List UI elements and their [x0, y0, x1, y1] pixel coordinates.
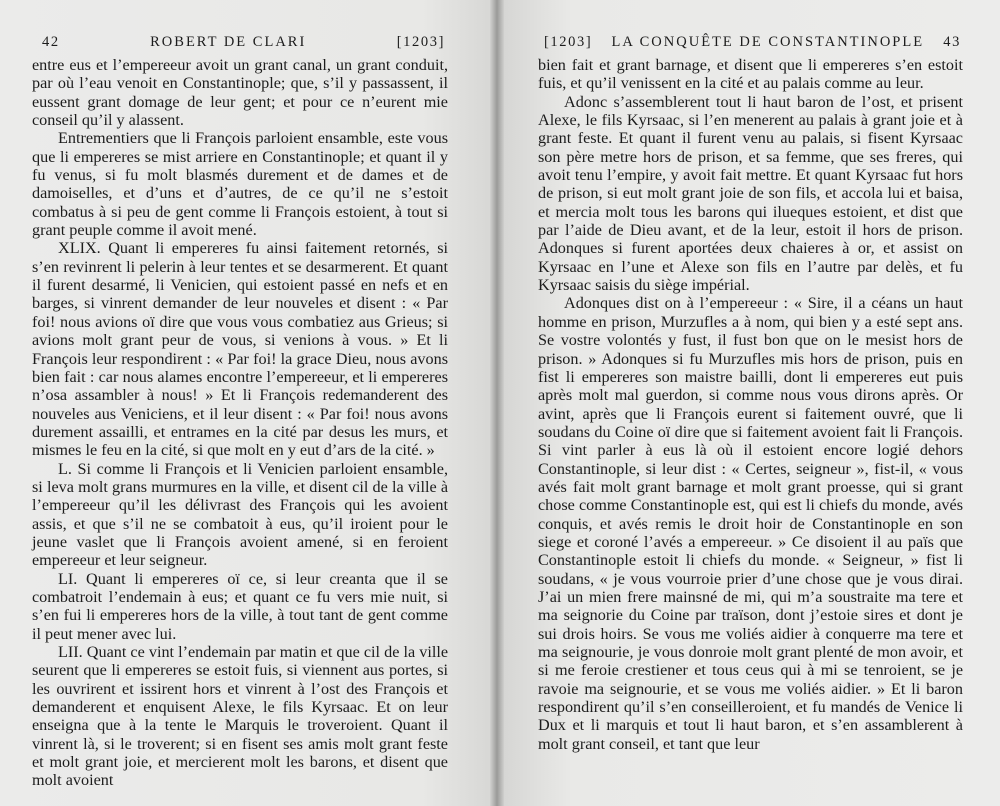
left-running-title: ROBERT DE CLARI [150, 34, 307, 50]
paragraph: entre eus et l’empereeur avoit un grant canal, un grant conduit, par où l’eau venoit en Constantinople; que, s’il y passassent, il eussent grant domage de leur gent; et pour ce n’eurent mie conseil qu’il y alassent. [32, 56, 448, 130]
book-gutter [490, 0, 504, 806]
left-page-number: 42 [42, 34, 60, 50]
paragraph: Adonc s’assemblerent tout li haut baron de l’ost, et prisent Alexe, le fils Kyrsaac, si l’en menerent au palais à grant joie et à grant feste. Et quant il furent venu au palais, si fisent Kyrsaac son père metre hors de prison, et sa femme, que ses freres, qui avoit tenu l’empire, y avoit fait mettre. Et quant Kyrsaac fut hors de prison, si eut molt grant joie de son fils, et accola lui et baisa, et mercia molt tous les barons qui ilueques estoient, et dist que par l’aide de Dieu avant, et de la leur, estoit il hors de prison. Adonques si furent aportées deux chaieres à or, et assist on Kyrsaac en l’une et Alexe son fils en l’autre par delès, et fu Kyrsaac saisis du siège impérial. [538, 92, 963, 295]
right-running-header [544, 34, 961, 54]
paragraph: LI. Quant li empereres oï ce, si leur creanta que il se combatroit l’endemain à eus; et quant ce fu vers mie nuit, si s’en fui li empereres hors de la ville, à tout tant de gent comme il peut mener avec lui. [32, 569, 448, 643]
right-page-text [538, 56, 963, 753]
right-page-number: 43 [943, 34, 961, 50]
paragraph: L. Si comme li François et li Venicien parloient ensamble, si leva molt grans murmures en la ville, et disent cil de la ville à l’empereeur qu’il les délivrast des François qui les avoient assis, et que s’il ne se combatoit à eus, qu’il iroient pour le jeune vaslet que li François avoient amené, si en feroient empereeur et leur seigneur. [32, 459, 448, 570]
paragraph: Adonques dist on à l’empereeur : « Sire, il a céans un haut homme en prison, Murzufles a à nom, qui bien y a esté sept ans. Se vostre volontés y fust, il fust bon que on le mesist hors de prison. » Adonques si fu Murzufles mis hors de prison, puis en fist li empereres son maistre bailli, dont li empereres eut puis après molt mal guerdon, si comme nous vous dirons après. Or avint, après que li François eurent si faitement ouvré, que li soudans du Coine oï dire que si faitement avoient fait li François. Si vint parler à eus là où il estoient encore logié dehors Constantinople, si leur dist : « Certes, seigneur », fist-il, « vous avés fait molt grant barnage et molt grant proesse, qui si grant chose comme Constantinople est, qui est li chiefs du monde, avés conquis, et avés remis le droit hoir de Constantinople en son siege et coroné l’avés a empereeur. » Ce disoient il au païs que Constantinople estoit li chiefs du monde. « Seigneur, » fist li soudans, « je vous vourroie prier d’une chose que je vous dirai. J’ai un mien frere mainsné de mi, qui m’a soustraite ma tere et ma seignorie du Coine par traïson, dont j’estoie sires et dont je sui drois hoirs. Se vous me voliés aidier à conquerre ma tere et ma seignourie, je vous donroie molt grant plenté de mon avoir, et si me feroie crestiener et tous ceus qui à mi se tenroient, se je ravoie ma seignourie, et se vous me voliés aidier. » Et li baron respondirent qu’il s’en conseilleroient, et fu mandés de Venice li Dux et li marquis et tout li haut baron, et s’en assamblerent à molt grant conseil, et tant que leur [538, 294, 963, 753]
right-page [496, 0, 1000, 806]
left-header-year: [1203] [396, 34, 445, 50]
left-running-header [42, 34, 445, 54]
paragraph: LII. Quant ce vint l’endemain par matin et que cil de la ville seurent que li empereres se estoit fuis, si viennent aus portes, si les ouvrirent et issirent hors et vinrent à l’ost des François et demanderent et enquisent Alexe, le fils Kyrsaac. Et on leur enseigna que à la tente le Marquis le troveroient. Quant il vinrent là, si le troverent; si en fisent ses amis molt grant feste et molt grant joie, et mercierent molt les barons, et disent que molt avoient [32, 643, 448, 790]
paragraph: Entrementiers que li François parloient ensamble, este vous que li empereres se mist arriere en Constantinople; et quant il y fu venus, si fu molt blasmés durement et de dames et de damoiselles, et d’uns et d’autres, de ce qu’il ne s’estoit combatus à si peu de gent comme li François estoient, à tout si grant peuple comme il avoit mené. [32, 129, 448, 240]
left-page-text [32, 56, 448, 790]
paragraph: bien fait et grant barnage, et disent que li empereres s’en estoit fuis, et qu’il venissent en la cité et au palais comme au leur. [538, 56, 963, 93]
right-running-title: LA CONQUÊTE DE CONSTANTINOPLE [611, 34, 925, 50]
left-page [0, 0, 496, 806]
right-header-year: [1203] [544, 34, 593, 50]
paragraph: XLIX. Quant li empereres fu ainsi faitement retornés, si s’en revinrent li pelerin à leur tentes et se desarmerent. Et quant il furent desarmé, li Venicien, qui estoient passé en nefs et en barges, si vinrent demander de leur nouveles et disent : « Par foi! nous avions oï dire que vous vous combatiez aus Grieus; si avions molt grant peur de vous, si venions à vous. » Et li François leur respondirent : « Par foi! la grace Dieu, nous avons bien fait : car nous alames encontre l’empereeur, et li empereres n’osa assambler à nous! » Et li François redemanderent des nouveles aus Veniciens, et il leur disent : « Par foi! nous avons durement assailli, et entrames en la cité par desus les murs, et mismes le feu en la cité, si que molt en y eut d’ars de la cité. » [32, 239, 448, 460]
